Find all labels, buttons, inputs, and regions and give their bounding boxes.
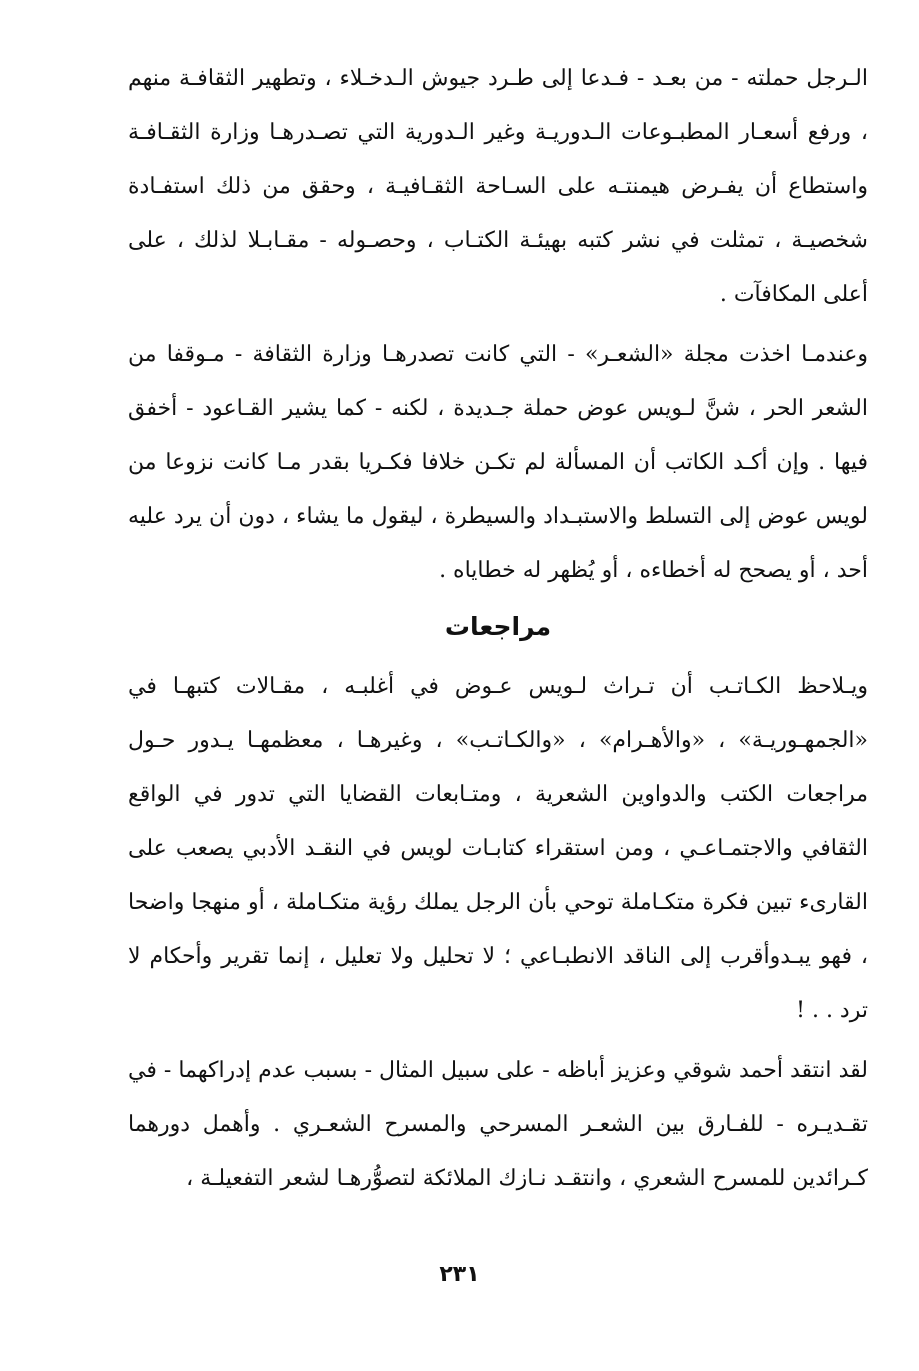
body-paragraph: وعندمـا اخذت مجلة «الشعـر» - التي كانت تصدرهـا وزارة الثقافة - مـوقفا من الشعر الحر ، شنَّ لـويس عوض حملة جـديدة ، لكنه - كما يشير القـاعود - أخفق فيها . وإن أكـد الكاتب أن المسألة لم تكـن خلافا فكـريا بقدر مـا كانت نزوعا من لويس عوض إلى التسلط والاستبـداد والسيطرة ، ليقول ما يشاء ، دون أن يرد عليه أحد ، أو يصحح له أخطاءه ، أو يُظهر له خطاياه . — [128, 342, 869, 583]
page-number: ٢٣١ — [439, 1262, 480, 1287]
body-paragraph: ويـلاحظ الكـاتـب أن تـراث لـويس عـوض في أغلبـه ، مقـالات كتبهـا في «الجمهـوريـة» ، «والأهـرام» ، «والكـاتـب» ، وغيرهـا ، معظمهـا يـدور حـول مراجعات الكتب والدواوين الشعرية ، ومتـابعات القضايا التي تدور في الواقع الثقافي والاجتمـاعـي ، ومن استقراء كتابـات لويس في النقـد الأدبي يصعب على القارىء تبين فكرة متكـاملة توحي بأن الرجل يملك رؤية متكـاملة ، أو منهجا واضحا ، فهو يبـدوأقرب إلى الناقد الانطبـاعي ؛ لا تحليل ولا تعليل ، إنما تقرير وأحكام لا ترد . . ! — [128, 674, 868, 1023]
book-page — [128, 52, 868, 1206]
section-heading: مراجعات — [444, 612, 552, 641]
body-paragraph: الـرجل حملته - من بعـد - فـدعا إلى طـرد جيوش الـدخـلاء ، وتطهير الثقافـة منهم ، ورفع أسعـار المطبـوعات الـدوريـة وغير الـدورية التي تصـدرهـا وزارة الثقـافـة واستطاع أن يفـرض هيمنتـه على السـاحة الثقـافيـة ، وحقق من ذلك استفـادة شخصيـة ، تمثلت في نشر كتبه بهيئـة الكتـاب ، وحصـوله - مقـابـلا لذلك ، على أعلى المكافآت . — [128, 66, 868, 307]
body-paragraph: لقد انتقد أحمد شوقي وعزيز أباظه - على سبيل المثال - بسبب عدم إدراكهما - في تقـديـره - للفـارق بين الشعـر المسرحي والمسرح الشعـري . وأهمل دورهما كـرائدين للمسرح الشعري ، وانتقـد نـازك الملائكة لتصوُّرهـا لشعر التفعيلـة ، — [128, 1058, 868, 1191]
